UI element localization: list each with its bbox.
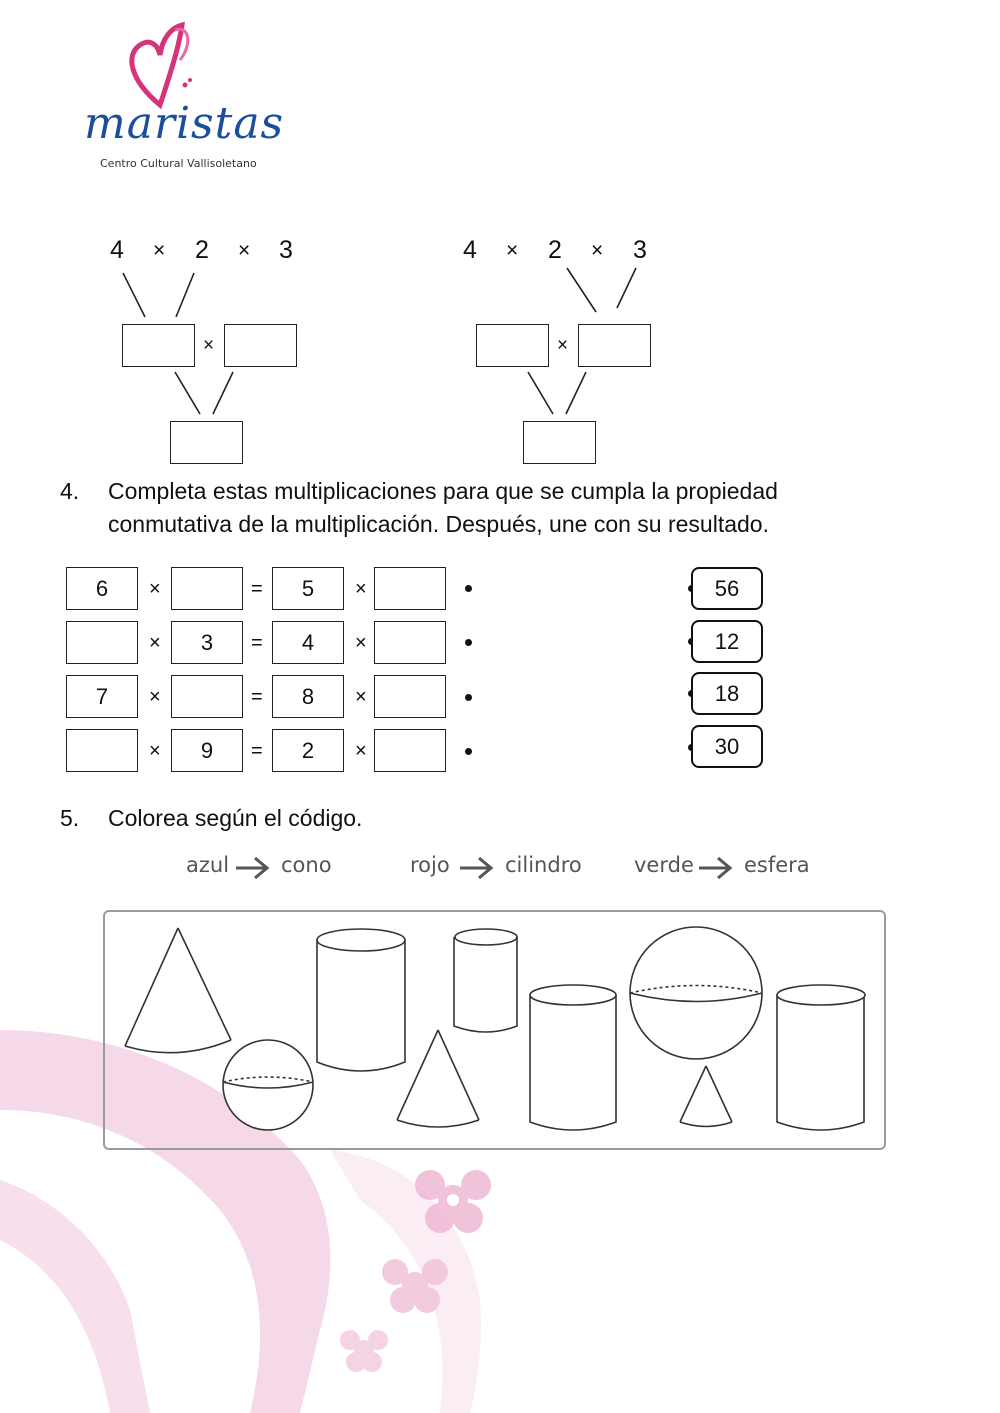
- tree-number: 4: [110, 236, 124, 264]
- result-box[interactable]: 56: [691, 567, 763, 610]
- times-sign: ×: [149, 632, 161, 654]
- times-sign: ×: [238, 239, 251, 262]
- code-shape: cilindro: [505, 853, 582, 877]
- times-sign: ×: [506, 239, 519, 262]
- times-sign: ×: [355, 740, 367, 762]
- logo-wordmark: maristas: [84, 98, 285, 149]
- question-line: conmutativa de la multiplicación. Después, une con su resultado.: [108, 511, 769, 537]
- times-sign: ×: [355, 686, 367, 708]
- cone-shape[interactable]: [125, 928, 231, 1053]
- code-color: verde: [634, 853, 694, 877]
- equation-box[interactable]: 2: [272, 729, 344, 772]
- times-sign: ×: [149, 740, 161, 762]
- tree-number: 2: [548, 236, 562, 264]
- tree-number: 3: [279, 236, 293, 264]
- times-sign: ×: [149, 686, 161, 708]
- sphere-shape[interactable]: [630, 927, 762, 1059]
- equation-box[interactable]: 9: [171, 729, 243, 772]
- result-box[interactable]: 30: [691, 725, 763, 768]
- equation-box[interactable]: 4: [272, 621, 344, 664]
- sphere-shape[interactable]: [223, 1040, 313, 1130]
- question-number: 4.: [60, 478, 80, 504]
- result-box[interactable]: 18: [691, 672, 763, 715]
- times-sign: ×: [203, 335, 215, 356]
- tree-number: 3: [633, 236, 647, 264]
- equation-box[interactable]: 8: [272, 675, 344, 718]
- times-sign: ×: [149, 578, 161, 600]
- equation-box[interactable]: 5: [272, 567, 344, 610]
- equals-sign: =: [251, 632, 263, 654]
- cylinder-shape[interactable]: [454, 929, 517, 1032]
- equation-box[interactable]: 7: [66, 675, 138, 718]
- code-color: azul: [186, 853, 230, 877]
- question-number: 5.: [60, 805, 80, 831]
- equation-box[interactable]: 6: [66, 567, 138, 610]
- equation-box[interactable]: 3: [171, 621, 243, 664]
- code-shape: cono: [281, 853, 332, 877]
- times-sign: ×: [355, 632, 367, 654]
- cone-shape[interactable]: [680, 1066, 732, 1127]
- tree-number: 4: [463, 236, 477, 264]
- times-sign: ×: [591, 239, 604, 262]
- cylinder-shape[interactable]: [530, 985, 616, 1130]
- equals-sign: =: [251, 740, 263, 762]
- code-color: rojo: [410, 853, 450, 877]
- result-box[interactable]: 12: [691, 620, 763, 663]
- times-sign: ×: [557, 335, 569, 356]
- equals-sign: =: [251, 686, 263, 708]
- question-line: Completa estas multiplicaciones para que se cumpla la propiedad: [108, 478, 778, 504]
- cylinder-shape[interactable]: [777, 985, 865, 1130]
- cone-shape[interactable]: [397, 1030, 479, 1127]
- times-sign: ×: [355, 578, 367, 600]
- tree-number: 2: [195, 236, 209, 264]
- code-shape: esfera: [744, 853, 810, 877]
- equals-sign: =: [251, 578, 263, 600]
- question-5-text: Colorea según el código.: [108, 805, 363, 831]
- cylinder-shape[interactable]: [317, 929, 405, 1071]
- times-sign: ×: [153, 239, 166, 262]
- logo-subtitle: Centro Cultural Vallisoletano: [100, 157, 257, 170]
